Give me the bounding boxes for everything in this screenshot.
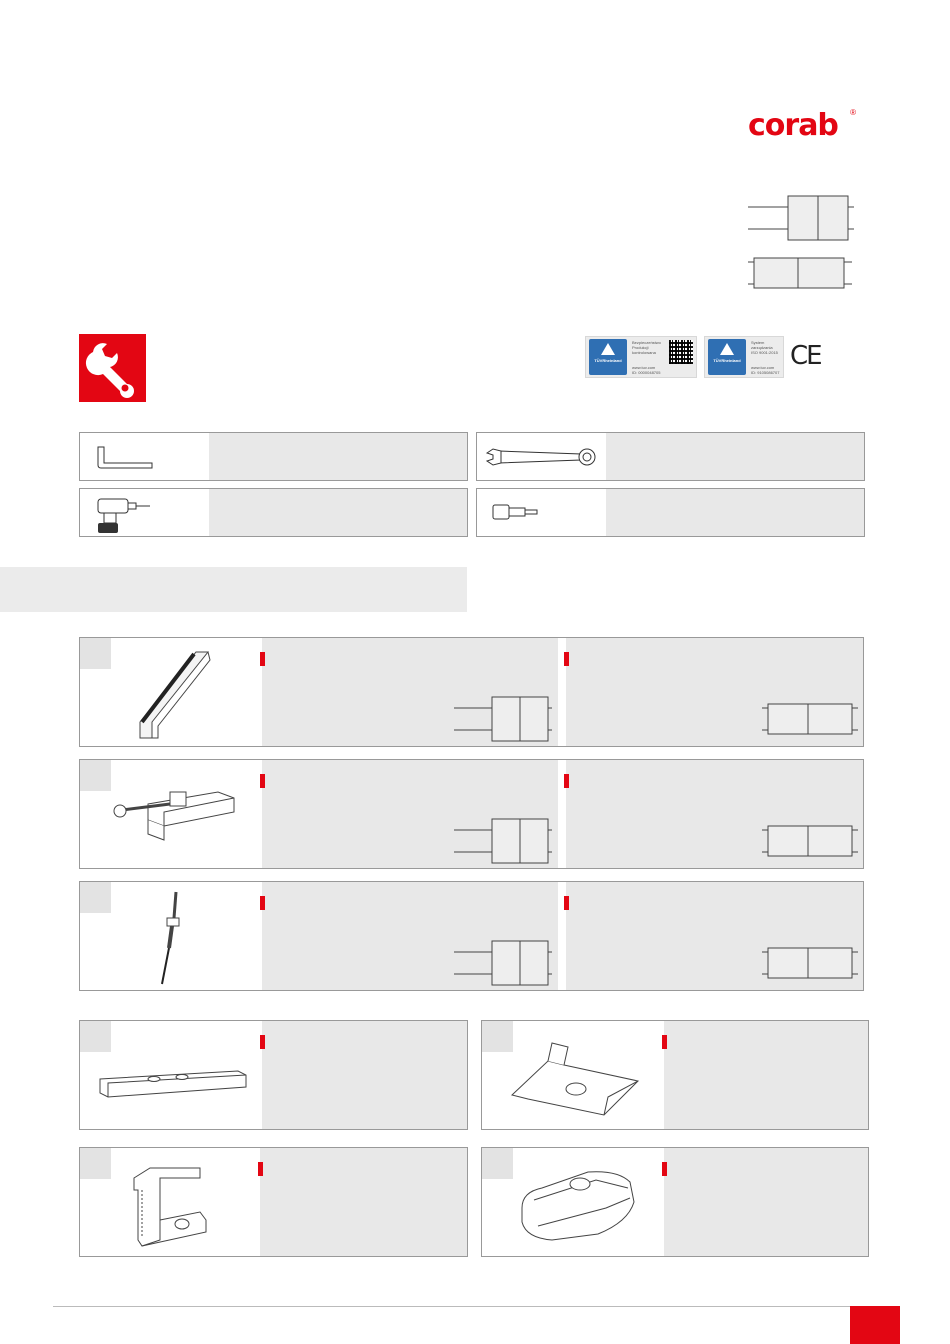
section-banner <box>0 567 467 612</box>
hex-key-icon <box>94 445 156 469</box>
part-card-middle-clamp <box>481 1020 869 1130</box>
part-number-box <box>80 1148 111 1179</box>
tuv-iso-certificate: TÜVRheinland System zarządzania ISO 9001:2015 www.tuv.com ID: 9105086707 <box>704 336 784 378</box>
landscape-option-pane <box>566 760 863 868</box>
landscape-option-pane <box>566 638 863 746</box>
accent-marker <box>260 896 265 910</box>
mounting-rail-profile-icon <box>130 646 220 744</box>
logo-registered-mark: ® <box>850 108 856 117</box>
end-clamp-icon <box>130 1160 220 1250</box>
hanger-bolt-icon <box>152 888 192 988</box>
portrait-panels-diagram <box>748 194 858 244</box>
footer-rule <box>53 1306 899 1307</box>
tuv-production-certificate: TÜVRheinland Bezpieczeństwo Produkcji kontrolowana www.tuv.com ID: 0000048705 <box>585 336 697 378</box>
landscape-panels-diagram <box>762 948 862 978</box>
description-pane <box>260 1148 467 1256</box>
short-rail-splice-icon <box>98 1067 248 1103</box>
tool-combination-wrench <box>476 432 865 481</box>
part-card-end-clamp <box>79 1147 468 1257</box>
accent-marker <box>260 652 265 666</box>
t-slot-nut-icon <box>518 1162 638 1244</box>
part-number-box <box>80 1021 111 1052</box>
accent-marker <box>564 774 569 788</box>
combination-wrench-icon <box>485 445 597 469</box>
tool-hex-key <box>79 432 468 481</box>
portrait-option-pane <box>262 882 558 990</box>
tuv-logo: TÜVRheinland <box>589 339 627 375</box>
portrait-panels-diagram <box>454 939 554 989</box>
portrait-option-pane <box>262 638 558 746</box>
part-card-t-nut <box>481 1147 869 1257</box>
part-card-rail <box>79 637 864 747</box>
part-number-box <box>80 882 111 913</box>
portrait-panels-diagram <box>454 695 554 745</box>
wrench-icon <box>79 334 146 402</box>
corab-logo <box>748 104 858 148</box>
accent-marker <box>260 774 265 788</box>
landscape-option-pane <box>566 882 863 990</box>
description-pane <box>664 1148 868 1256</box>
description-pane <box>262 1021 467 1129</box>
description-pane <box>664 1021 868 1129</box>
logo-wordmark: corab <box>748 108 838 143</box>
cordless-drill-icon <box>94 495 154 535</box>
landscape-panels-diagram <box>748 258 858 288</box>
accent-marker <box>258 1162 263 1176</box>
qr-code <box>669 340 693 364</box>
tuv-logo: TÜVRheinland <box>708 339 746 375</box>
landscape-panels-diagram <box>762 826 862 856</box>
part-number-box <box>80 638 111 669</box>
tool-socket-bit <box>476 488 865 537</box>
accent-marker <box>260 1035 265 1049</box>
accent-marker <box>662 1162 667 1176</box>
part-number-box <box>482 1148 513 1179</box>
portrait-panels-diagram <box>454 817 554 867</box>
part-number-box <box>80 760 111 791</box>
part-card-hanger-bolt <box>79 881 864 991</box>
tools-section-badge <box>79 334 146 402</box>
page-number-tab <box>850 1306 900 1344</box>
landscape-panels-diagram <box>762 704 862 734</box>
socket-bit-icon <box>491 503 547 523</box>
middle-clamp-icon <box>508 1037 648 1119</box>
part-card-connector <box>79 759 864 869</box>
accent-marker <box>564 896 569 910</box>
rail-connector-clamp-icon <box>108 784 238 844</box>
accent-marker <box>564 652 569 666</box>
part-card-splice <box>79 1020 468 1130</box>
accent-marker <box>662 1035 667 1049</box>
portrait-option-pane <box>262 760 558 868</box>
tool-cordless-drill <box>79 488 468 537</box>
ce-mark: CE <box>790 341 821 371</box>
